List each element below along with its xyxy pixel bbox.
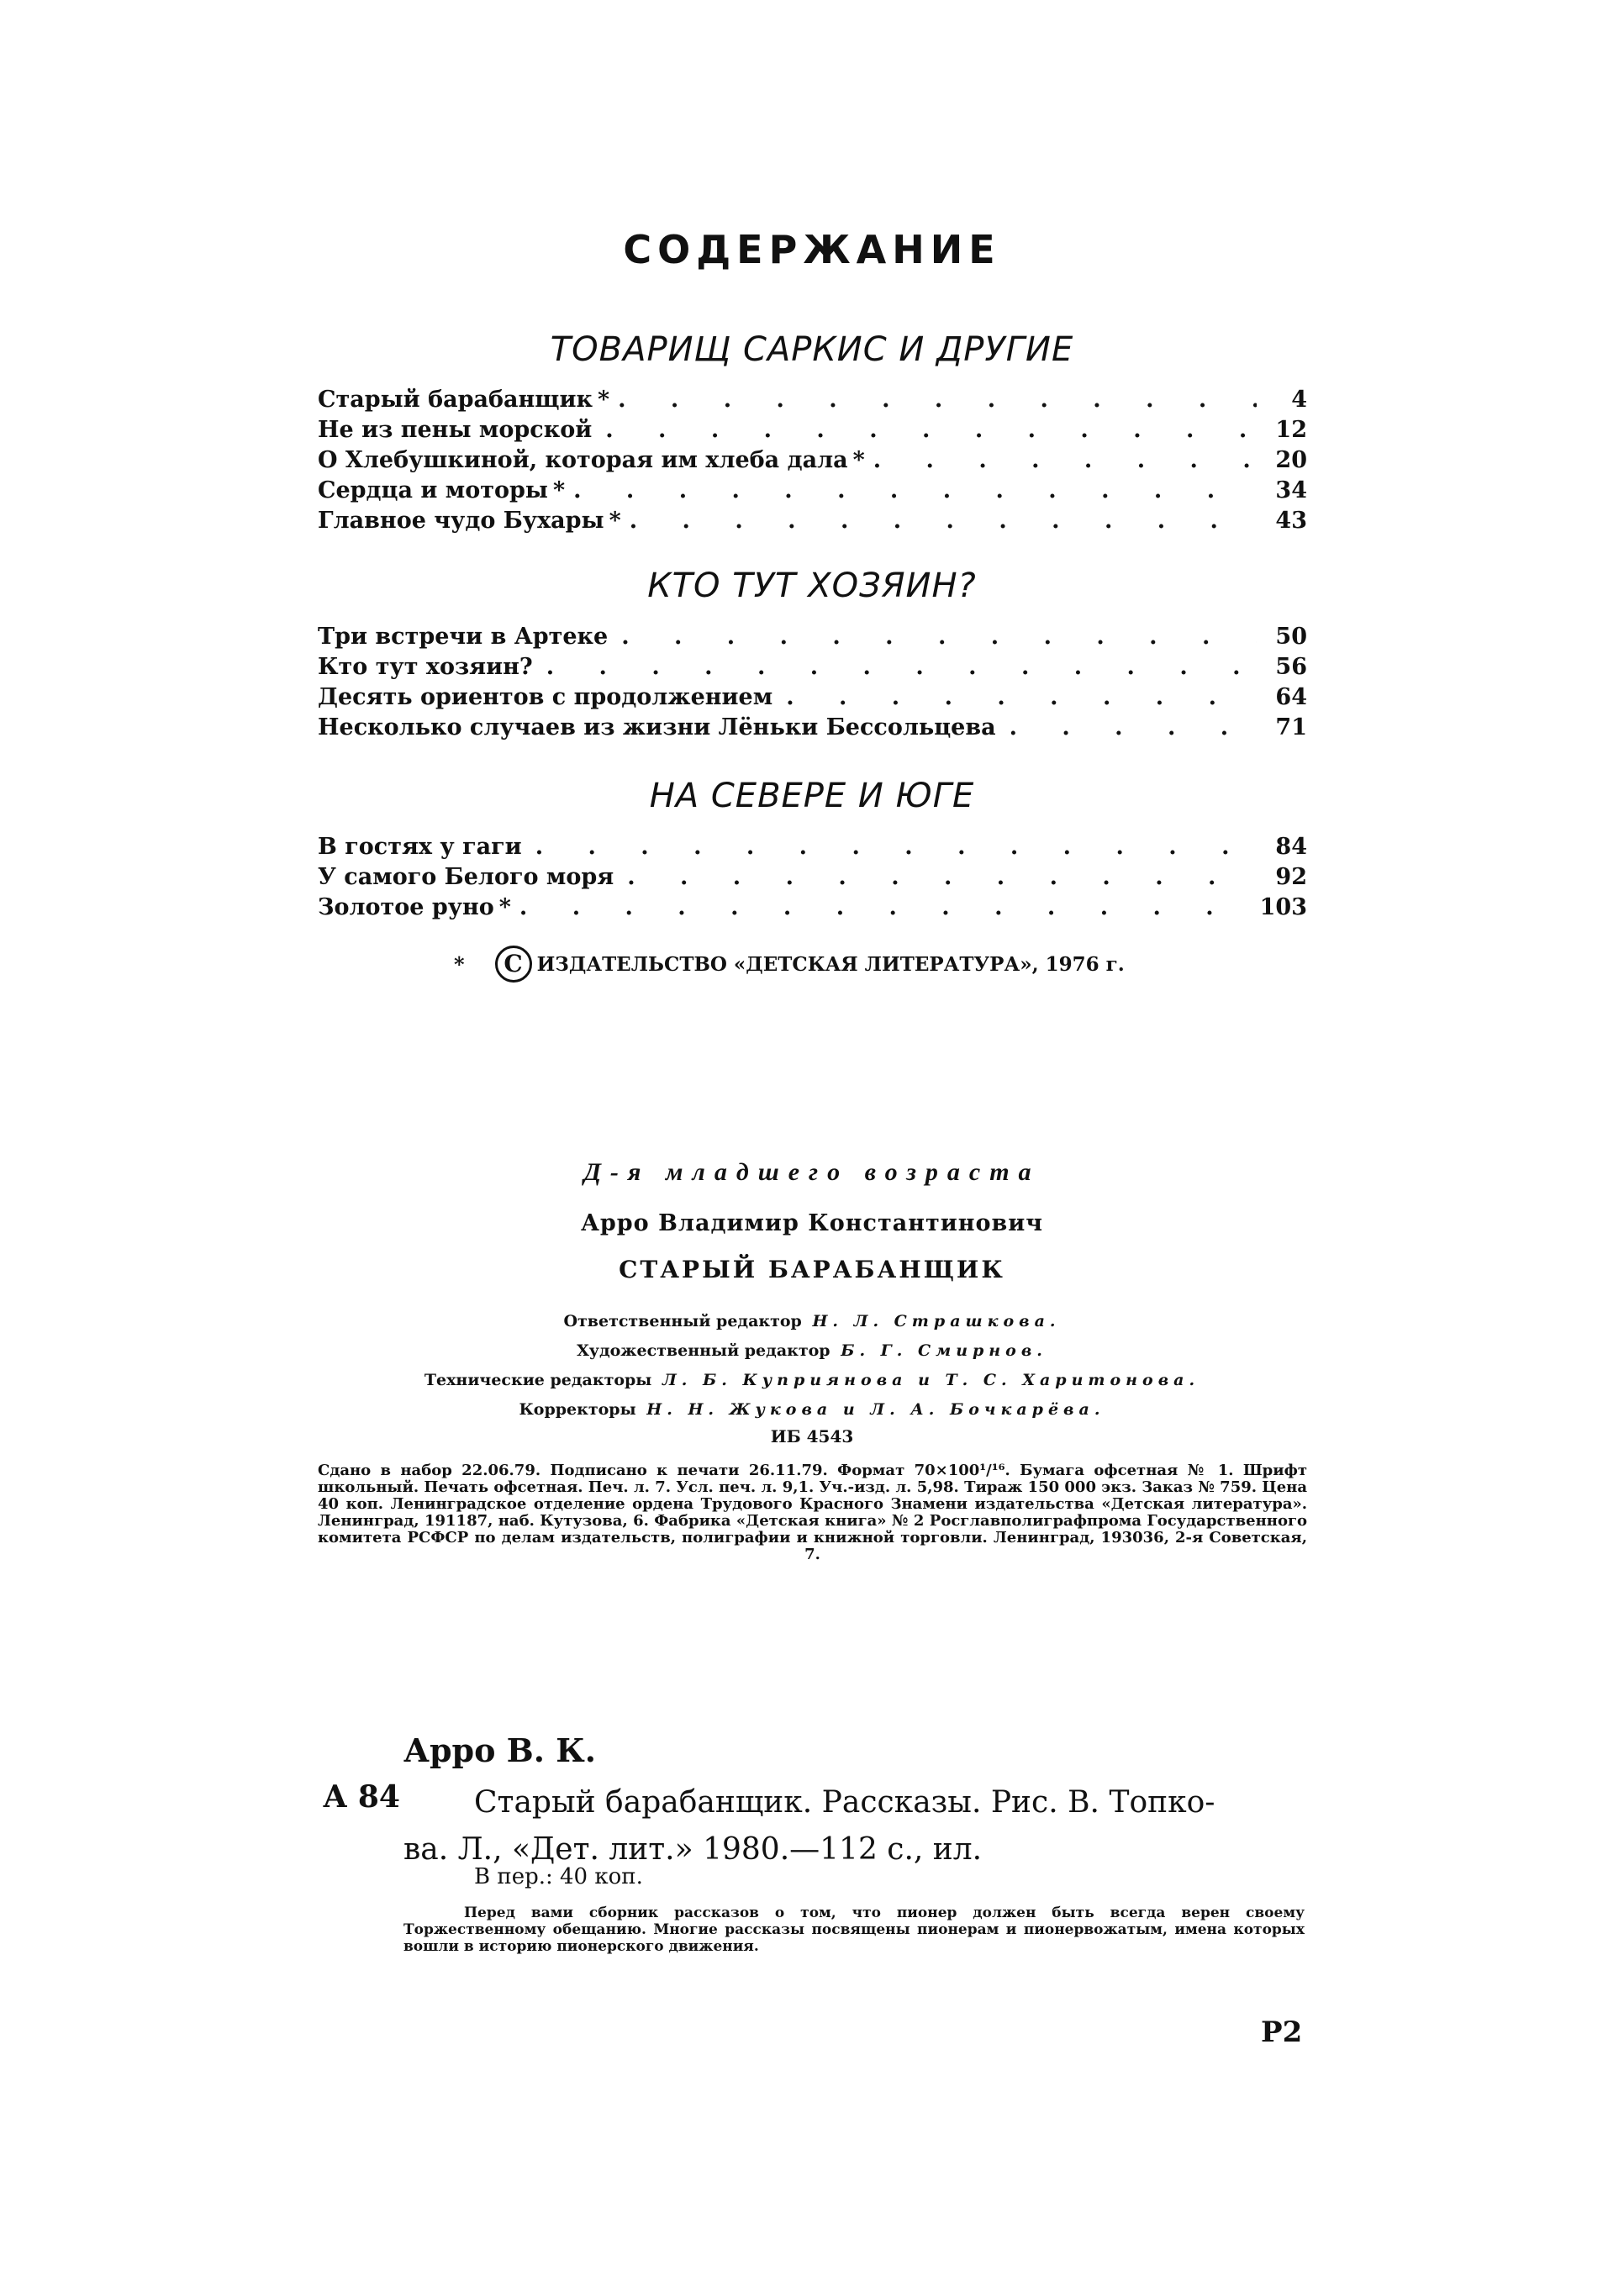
catalog-code: А 84 xyxy=(323,1779,400,1815)
page-title: СОДЕРЖАНИЕ xyxy=(623,227,1001,272)
toc-entry-page: 92 xyxy=(1275,864,1307,890)
toc-entry-page: 43 xyxy=(1275,508,1307,534)
toc-entry-title: Не из пены морской xyxy=(318,417,593,443)
catalog-author: Арро В. К. xyxy=(403,1731,597,1769)
bbk-index: Р2 xyxy=(1261,2015,1303,2049)
toc-entry-title: О Хлебушкиной, которая им хлеба дала xyxy=(318,447,848,473)
credit-role: Технические редакторы xyxy=(424,1371,652,1389)
star-icon: * xyxy=(498,894,511,920)
toc-list xyxy=(318,387,1307,538)
credit-role: Ответственный редактор xyxy=(563,1312,802,1330)
dot-leader xyxy=(627,864,1257,890)
toc-entry[interactable] xyxy=(318,684,1307,714)
dot-leader xyxy=(1010,714,1257,740)
toc-entry[interactable] xyxy=(318,417,1307,447)
dot-leader xyxy=(546,654,1257,680)
credit-name: Б. Г. Смирнов. xyxy=(841,1341,1047,1360)
toc-entry-title: В гостях у гаги xyxy=(318,834,522,860)
toc-entry-page: 56 xyxy=(1275,654,1307,680)
credits xyxy=(0,1307,1624,1425)
dot-leader xyxy=(618,387,1257,413)
section-title: НА СЕВЕРЕ И ЮГЕ xyxy=(649,777,975,815)
credit-role: Корректоры xyxy=(519,1400,636,1419)
star-icon: * xyxy=(597,387,610,413)
toc-entry[interactable] xyxy=(318,624,1307,654)
dot-leader xyxy=(630,508,1257,534)
dot-leader xyxy=(605,417,1257,443)
toc-entry-page: 103 xyxy=(1259,894,1307,920)
toc-entry[interactable] xyxy=(318,834,1307,864)
credit-line xyxy=(0,1366,1624,1395)
toc-entry-title: Десять ориентов с продолжением xyxy=(318,684,773,710)
toc-list xyxy=(318,834,1307,925)
star-icon: * xyxy=(552,477,566,503)
credit-name: Н. Н. Жукова и Л. А. Бочкарёва. xyxy=(646,1400,1105,1419)
credit-role: Художественный редактор xyxy=(577,1341,830,1360)
dot-leader xyxy=(873,447,1257,473)
catalog-annotation: Перед вами сборник рассказов о том, что пионер должен быть всегда верен своему Торжественному обещанию. Многие рассказы посвящены пионерам и пионервожатым, имена которых вошли в историю пионерского движения. xyxy=(403,1905,1305,1955)
star-icon: * xyxy=(454,951,465,977)
catalog-description xyxy=(403,1779,1302,1873)
toc-entry-title: Кто тут хозяин? xyxy=(318,654,533,680)
catalog-description-line: Старый барабанщик. Рассказы. Рис. В. Топко- xyxy=(474,1785,1215,1820)
section-title: КТО ТУТ ХОЗЯИН? xyxy=(647,566,977,605)
dot-leader xyxy=(786,684,1257,710)
dot-leader xyxy=(621,624,1257,650)
dot-leader xyxy=(535,834,1257,860)
section-title: ТОВАРИЩ САРКИС И ДРУГИЕ xyxy=(550,330,1074,369)
credit-name: Л. Б. Куприянова и Т. С. Харитонова. xyxy=(662,1371,1200,1389)
toc-entry-title: Золотое руно xyxy=(318,894,494,920)
book-title: СТАРЫЙ БАРАБАНЩИК xyxy=(619,1256,1005,1283)
star-icon: * xyxy=(609,508,621,534)
toc-entry-title: Сердца и моторы xyxy=(318,477,548,503)
toc-entry-page: 12 xyxy=(1275,417,1307,443)
catalog-description-line: ва. Л., «Дет. лит.» 1980.—112 с., ил. xyxy=(403,1832,983,1867)
author-full-name: Арро Владимир Константинович xyxy=(580,1210,1044,1236)
toc-list xyxy=(318,624,1307,745)
toc-entry[interactable] xyxy=(318,894,1307,925)
toc-entry[interactable] xyxy=(318,477,1307,508)
toc-entry[interactable] xyxy=(318,447,1307,477)
toc-entry[interactable] xyxy=(318,864,1307,894)
star-icon: * xyxy=(852,447,865,473)
credit-line xyxy=(0,1307,1624,1336)
imprint-text: Сдано в набор 22.06.79. Подписано к печати 26.11.79. Формат 70×100¹/¹⁶. Бумага офсетная № 1. Шрифт школьный. Печать офсетная. Печ. л. 7. Усл. печ. л. 9,1. Уч.-изд. л. 5,98. Тираж 150 000 экз. Заказ № 759. Цена 40 коп. Ленинградское отделение ордена Трудового Красного Знамени издательства «Детская литература». Ленинград, 191187, наб. Кутузова, 6. Фабрика «Детская книга» № 2 Росглавполиграфпрома Государственного комитета РСФСР по делам издательств, полиграфии и книжной торговли. Ленинград, 193036, 2-я Советская, 7. xyxy=(318,1462,1307,1563)
toc-entry[interactable] xyxy=(318,508,1307,538)
toc-entry-title: Три встречи в Артеке xyxy=(318,624,609,650)
toc-entry-title: Главное чудо Бухары xyxy=(318,508,604,534)
toc-entry-title: Несколько случаев из жизни Лёньки Бессольцева xyxy=(318,714,996,740)
toc-entry-page: 20 xyxy=(1275,447,1307,473)
toc-entry[interactable] xyxy=(318,654,1307,684)
copyright-text: ИЗДАТЕЛЬСТВО «ДЕТСКАЯ ЛИТЕРАТУРА», 1976 г. xyxy=(536,952,1125,976)
toc-entry-page: 34 xyxy=(1275,477,1307,503)
toc-entry-page: 64 xyxy=(1275,684,1307,710)
credit-line xyxy=(0,1336,1624,1366)
toc-entry-page: 50 xyxy=(1275,624,1307,650)
toc-entry-page: 84 xyxy=(1275,834,1307,860)
toc-entry-page: 4 xyxy=(1291,387,1307,413)
toc-entry[interactable] xyxy=(318,387,1307,417)
toc-entry-page: 71 xyxy=(1275,714,1307,740)
toc-entry-title: У самого Белого моря xyxy=(318,864,614,890)
credit-name: Н. Л. Страшкова. xyxy=(812,1312,1061,1330)
toc-entry-title: Старый барабанщик xyxy=(318,387,593,413)
copyright-icon: C xyxy=(495,946,532,983)
age-group: Д-я младшего возраста xyxy=(583,1158,1041,1186)
catalog-price: В пер.: 40 коп. xyxy=(474,1864,643,1889)
credit-line xyxy=(0,1395,1624,1425)
copyright-line xyxy=(454,946,1125,983)
dot-leader xyxy=(519,894,1252,920)
toc-entry[interactable] xyxy=(318,714,1307,745)
ib-number: ИБ 4543 xyxy=(770,1426,854,1446)
dot-leader xyxy=(573,477,1257,503)
